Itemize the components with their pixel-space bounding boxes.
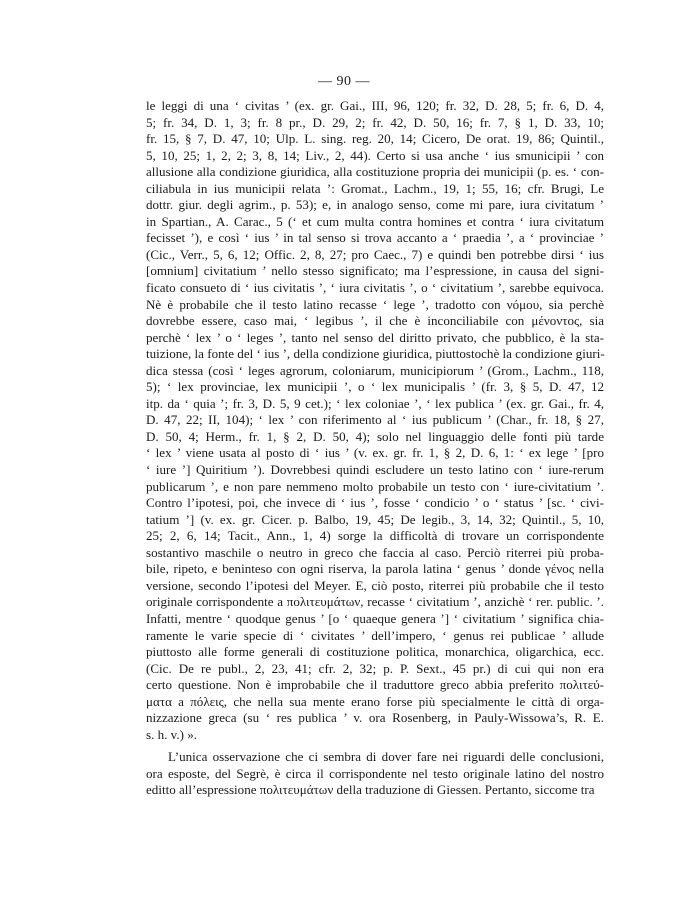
text-line: fecisset ’), e così ‘ ius ’ in tal senso si trova accanto a ‘ praedia ’, a ‘ provinciae ’	[146, 230, 604, 246]
text-line: Contro l’ipotesi, poi, che invece di ‘ ius ’, fosse ‘ condicio ’ o ‘ status ’ [sc. ‘ civi-	[146, 495, 604, 511]
text-line: (Cic. De re publ., 2, 23, 41; cfr. 2, 32; p. P. Sext., 45 pr.) di cui qui non era	[146, 660, 604, 676]
text-line: ramente le varie specie di ‘ civitates ’ dell’impero, ‘ genus rei publicae ’ allude	[146, 627, 604, 643]
text-line: D. 47, 22; II, 104); ‘ lex ’ con riferimento al ‘ ius publicum ’ (Char., fr. 18, § 27,	[146, 412, 604, 428]
text-line: 25; 2, 6, 14; Tacit., Ann., 1, 4) sorge la difficoltà di trovare un corrispondente	[146, 528, 604, 544]
text-line: le leggi di una ‘ civitas ’ (ex. gr. Gai., III, 96, 120; fr. 32, D. 28, 5; fr. 6, D. 4,	[146, 98, 604, 113]
text-line: ficato consueto di ‘ ius civitatis ’, ‘ iura civitatis ’, o ‘ civitatium ’, sarebbe equivoca.	[146, 280, 604, 296]
text-line: Nè è probabile che il testo latino recasse ‘ lege ’, tradotto con νόμου, sia perchè	[146, 296, 604, 312]
text-line: dottr. giur. degli agrim., p. 53); e, in analogo senso, come mi pare, iura civitatum ’	[146, 197, 604, 213]
text-line: Infatti, mentre ‘ quodque genus ’ [o ‘ quaeque genera ’] ‘ civitatium ’ significa chia-	[146, 610, 604, 626]
text-line: in Spartian., A. Carac., 5 (‘ et cum multa contra homines et contra ‘ iura civitatum	[146, 213, 604, 229]
text-line: originale corrispondente a πολιτευμάτων, recasse ‘ civitatium ’, anzichè ‘ rer. public. ’.	[146, 594, 604, 610]
text-line: certo questione. Non è improbabile che il traduttore greco abbia preferito πολιτεύ-	[146, 677, 604, 693]
text-line: ciliabula in ius municipii relata ’: Gromat., Lachm., 19, 1; 55, 16; cfr. Brugi, Le	[146, 180, 604, 196]
text-line: tatium ’] (v. ex. gr. Cicer. p. Balbo, 19, 45; De legib., 3, 14, 32; Quintil., 5, 10,	[146, 511, 604, 527]
text-line: nizzazione greca (su ‘ res publica ’ v. ora Rosenberg, in Pauly-Wissowa’s, R. E.	[146, 710, 604, 726]
text-line: bile, ripeto, e beninteso con ogni riserva, la parola latina ‘ genus ’ donde γένος nella	[146, 561, 604, 577]
text-line: 5); ‘ lex provinciae, lex municipii ’, o ‘ lex municipalis ’ (fr. 3, § 5, D. 47, 12	[146, 379, 604, 395]
text-line: allusione alla condizione giuridica, alla costituzione propria dei municipii (p. es. ‘ con-	[146, 164, 604, 180]
text-line: 5; fr. 34, D. 1, 3; fr. 8 pr., D. 29, 2; fr. 42, D. 50, 16; fr. 7, § 1, D. 33, 10;	[146, 114, 604, 130]
text-line: L’unica osservazione che ci sembra di dover fare nei riguardi delle conclusioni,	[168, 749, 604, 765]
body-text	[146, 98, 604, 799]
text-line: versione, secondo l’ipotesi del Meyer. E, ciò posto, riterrei più probabile che il testo	[146, 577, 604, 593]
text-line: ‘ lex ’ viene usata al posto di ‘ ius ’ (v. ex. gr. fr. 1, § 2, D. 6, 1: ‘ ex lege ’ [pro	[146, 445, 604, 461]
text-line: piuttosto alle forme generali di costituzione politica, monarchica, oligarchica, ecc.	[146, 644, 604, 660]
text-line: ματα a πόλεις, che nella sua mente erano forse più specialmente le città di orga-	[146, 693, 604, 709]
text-line: perchè ‘ lex ’ o ‘ leges ’, tanto nel senso del diritto privato, che pubblico, è la sta-	[146, 329, 604, 345]
text-line: sostantivo maschile o neutro in greco che faccia al caso. Perciò riterrei più proba-	[146, 544, 604, 560]
paragraph-2	[146, 749, 604, 799]
text-line: ‘ iure ’] Quiritium ’). Dovrebbesi quindi escludere un testo latino con ‘ iure-rerum	[146, 462, 604, 478]
text-line: itp. da ‘ quia ’; fr. 3, D. 5, 9 cet.); ‘ lex coloniae ’, ‘ lex publica ’ (ex. gr. Gai., fr. 4,	[146, 395, 604, 411]
text-line: editto all’espressione πολιτευμάτων della traduzione di Giessen. Pertanto, siccome tra	[146, 782, 595, 798]
text-line: [omnium] civitatium ’ nello stesso significato; ma l’espressione, in causa del signi-	[146, 263, 604, 279]
text-line: s. h. v.) ».	[146, 726, 197, 742]
paragraph-1	[146, 98, 604, 743]
text-line: fr. 15, § 7, D. 47, 10; Ulp. L. sing. reg. 20, 14; Cicero, De orat. 19, 86; Quintil.,	[146, 131, 604, 147]
text-line: publicarum ’, e non pare nemmeno molto probabile un testo con ‘ iure-civitatium ’.	[146, 478, 604, 494]
text-line: tuizione, la fonte del ‘ ius ’, della condizione giuridica, piuttostochè la condizione giuri-	[146, 346, 605, 362]
text-line: dovrebbe essere, caso mai, ‘ legibus ’, il che è inconciliabile con μένοντος, sia	[146, 313, 604, 329]
text-line: D. 50, 4; Herm., fr. 1, § 2, D. 50, 4); solo nel linguaggio delle fonti più tarde	[146, 428, 604, 444]
page-number: — 90 —	[318, 74, 370, 89]
text-line: dica stessa (così ‘ leges agrorum, coloniarum, municipiorum ’ (Grom., Lachm., 118,	[146, 362, 604, 378]
text-line: (Cic., Verr., 5, 6, 12; Offic. 2, 8, 27; pro Caec., 7) e quindi ben potrebbe dirsi ‘ ius	[146, 246, 604, 262]
text-line: ora esposte, del Segrè, è circa il corrispondente nel testo originale latino del nostro	[146, 765, 604, 781]
text-line: 5, 10, 25; 1, 2, 2; 3, 8, 14; Liv., 2, 44). Certo si usa anche ‘ ius smunicipii ’ con	[146, 147, 604, 163]
